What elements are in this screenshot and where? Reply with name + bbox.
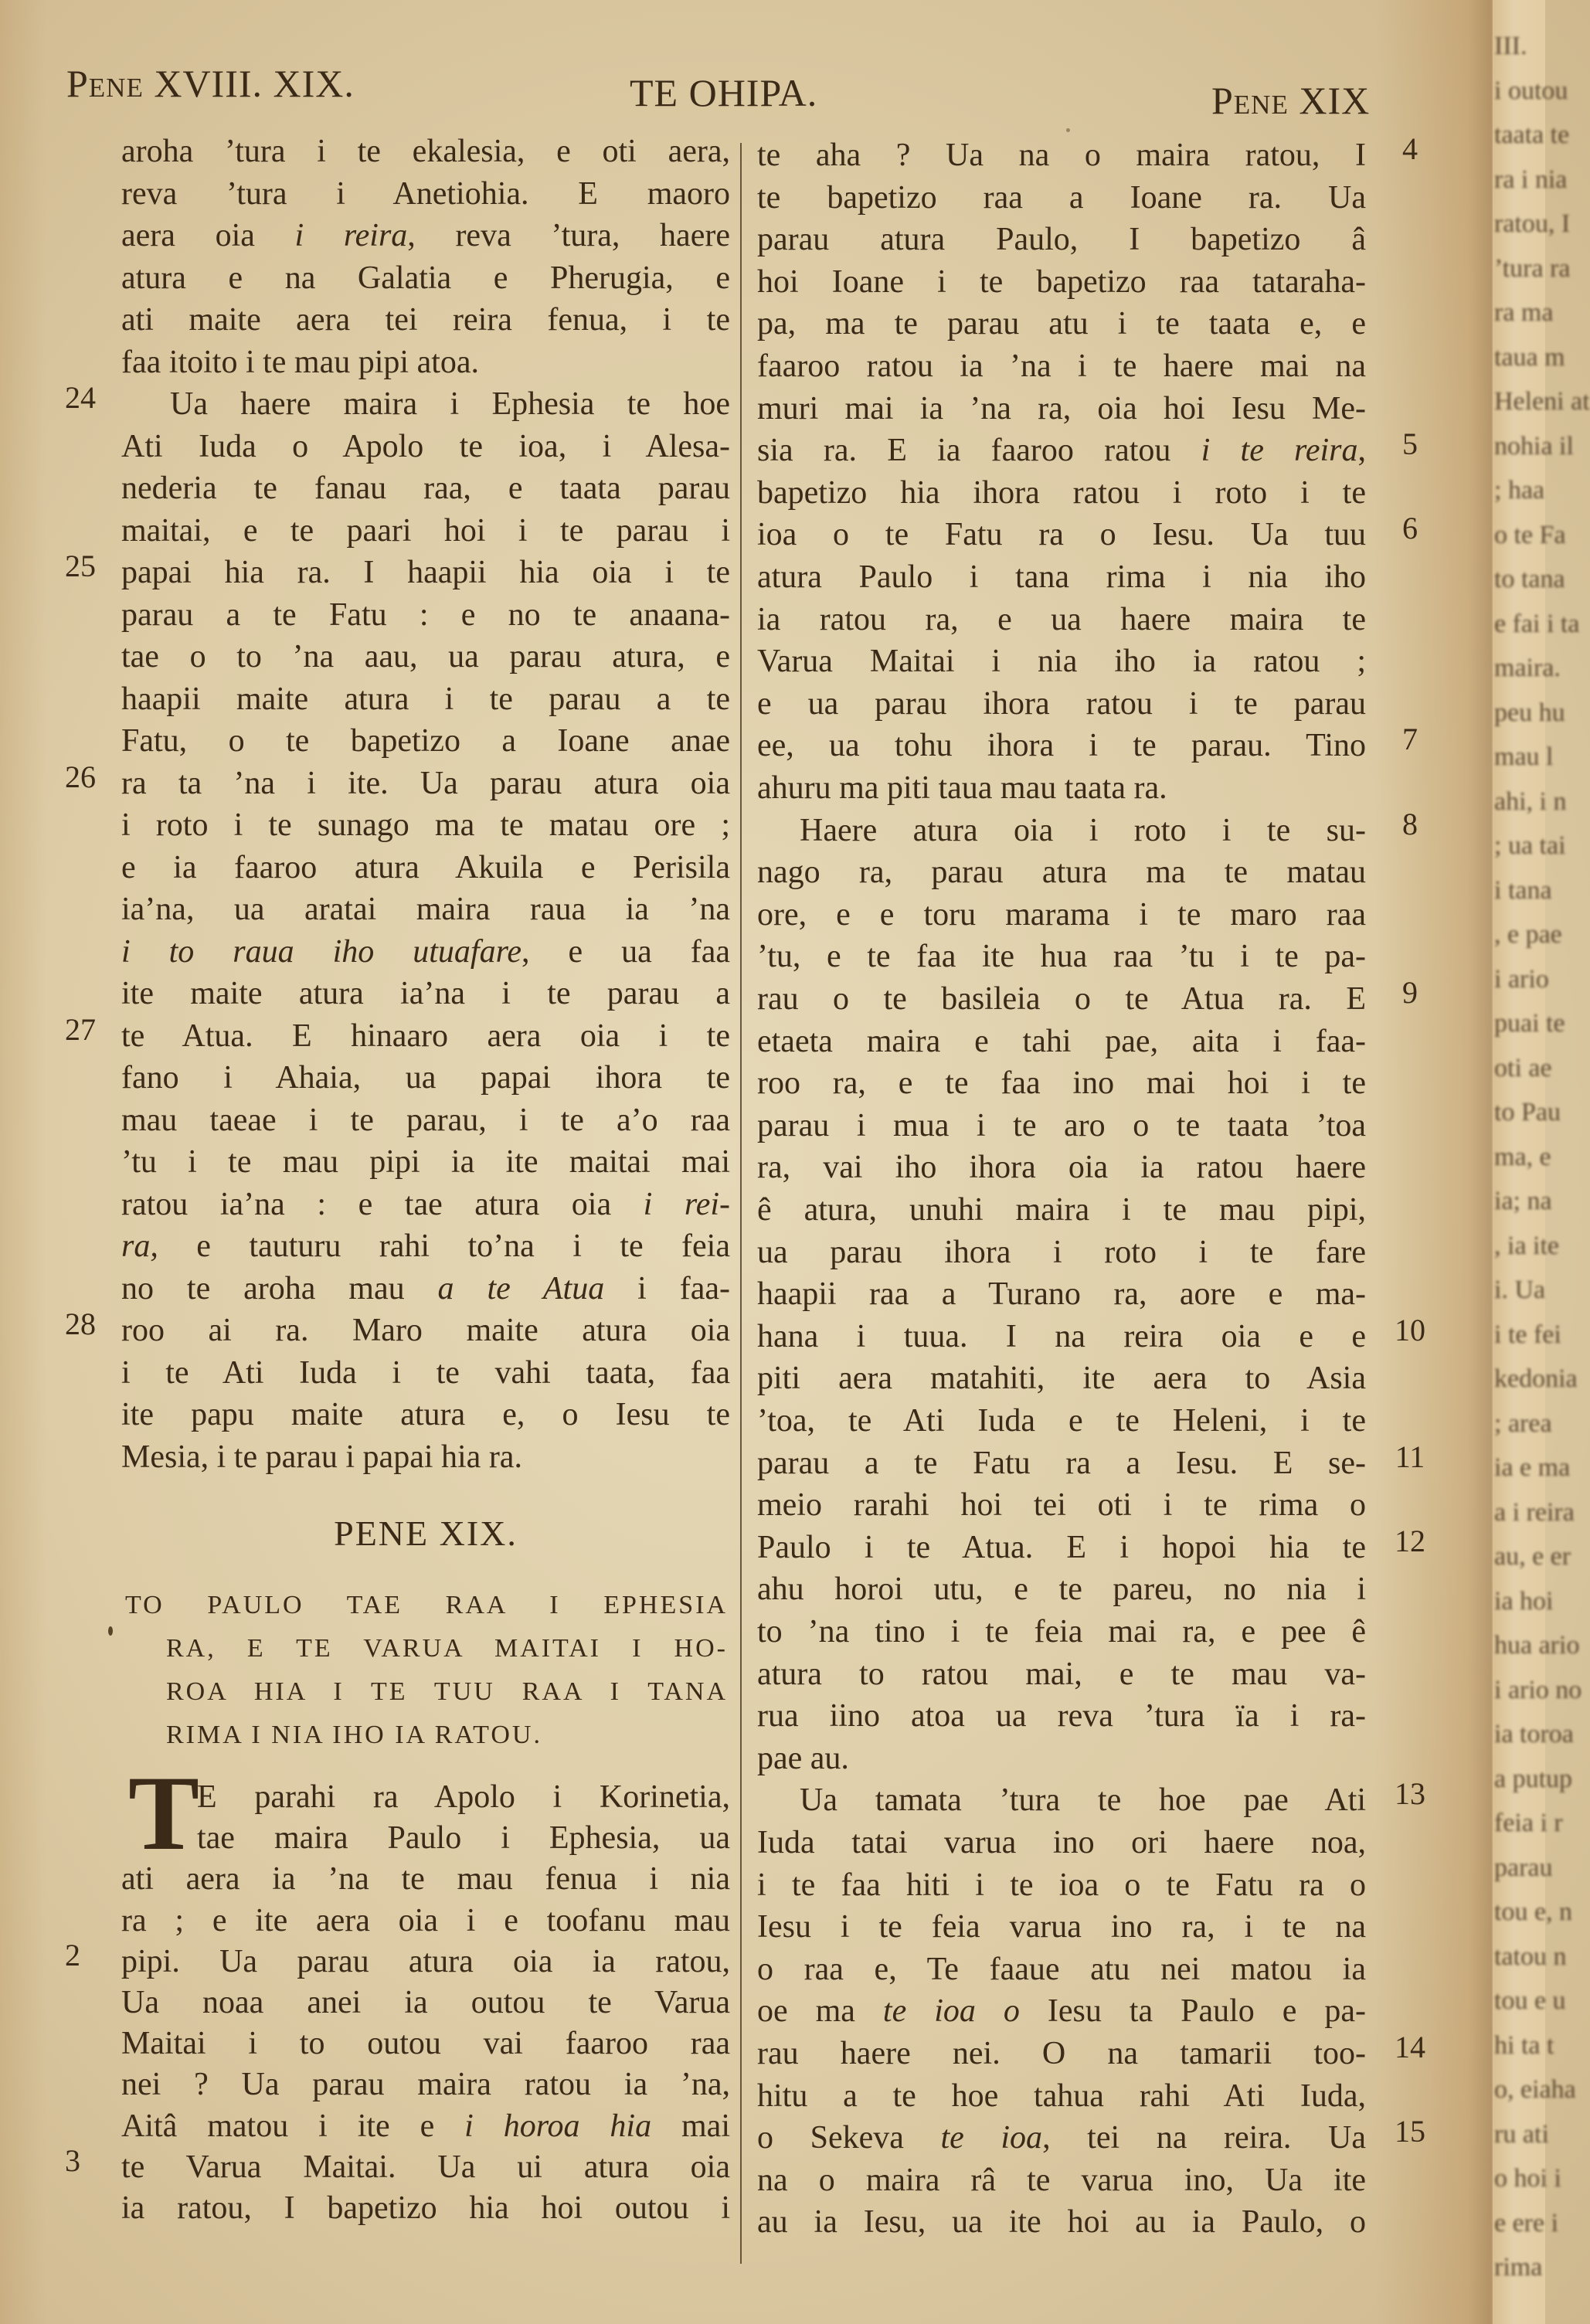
text-line: Ua noaa anei ia outou te Varua bbox=[121, 1985, 730, 2020]
text-line: pipi. Ua parau atura oia ia ratou, bbox=[121, 1943, 730, 1979]
chapter-heading: PENE XIX. bbox=[334, 1514, 518, 1553]
text-line: te aha ? Ua na o maira ratou, I bbox=[757, 138, 1366, 173]
next-page-fragment: ia toroa bbox=[1494, 1720, 1574, 1748]
text-line: pae au. bbox=[757, 1740, 849, 1776]
text-line: nederia te fanau raa, e taata parau bbox=[121, 471, 730, 506]
text-line: te Atua. E hinaaro aera oia i te bbox=[121, 1018, 730, 1054]
text-line: parau atura Paulo, I bapetizo â bbox=[757, 222, 1366, 258]
text-line: faa itoito i te mau pipi atoa. bbox=[121, 344, 480, 380]
text-line: parau i mua i te aro o te taata ’toa bbox=[757, 1107, 1366, 1143]
italic-text: i te reira bbox=[1201, 433, 1358, 469]
text-line: ia ratou, I bapetizo hia hoi outou i bbox=[121, 2190, 730, 2226]
next-page-fragment: ; area bbox=[1494, 1408, 1552, 1438]
next-page-fragment: hua ario bbox=[1494, 1631, 1580, 1660]
text-line: Aitâ matou i ite e i horoa hia mai bbox=[121, 2108, 730, 2144]
text-line: meio rarahi hoi tei oti i te rima o bbox=[757, 1487, 1366, 1524]
next-page-fragment: mau l bbox=[1494, 742, 1554, 771]
verse-number: 7 bbox=[1402, 722, 1418, 757]
next-page-fragment: e fai i ta bbox=[1494, 609, 1580, 638]
summary-line: RA, E TE VARUA MAITAI I HO- bbox=[166, 1634, 728, 1663]
next-page-fragment: o, eiaha bbox=[1494, 2075, 1576, 2104]
text-line: haapii maite atura i te parau a te bbox=[121, 681, 730, 717]
text-line: ’toa, te Ati Iuda e te Heleni, i te bbox=[757, 1403, 1366, 1439]
text-line: hana i tuua. I na reira oia e e bbox=[757, 1318, 1366, 1354]
next-page-fragment: a putup bbox=[1494, 1764, 1573, 1793]
text-line: Varua Maitai i nia iho ia ratou ; bbox=[757, 644, 1366, 680]
text-line: ite papu maite atura e, o Iesu te bbox=[121, 1397, 730, 1432]
next-page-fragment: puai te bbox=[1494, 1009, 1565, 1038]
next-page-fragment: i ario no bbox=[1494, 1675, 1582, 1704]
next-page-fragment: ; ua tai bbox=[1494, 831, 1566, 860]
text-line: roo ai ra. Maro maite atura oia bbox=[121, 1313, 730, 1348]
verse-number: 12 bbox=[1395, 1523, 1425, 1558]
next-page-fragment: kedonia bbox=[1494, 1364, 1578, 1393]
next-page-fragment: ; haa bbox=[1494, 476, 1545, 505]
next-page-fragment: tou e, n bbox=[1494, 1898, 1573, 1926]
text-line: reva ’tura i Anetiohia. E maoro bbox=[121, 175, 730, 212]
text-line: ratou ia’na : e tae atura oia i rei- bbox=[121, 1186, 730, 1222]
next-page-fragment: ’tura ra bbox=[1494, 253, 1571, 283]
verse-number: 27 bbox=[65, 1011, 96, 1047]
text-line: ê atura, unuhi maira i te mau pipi, bbox=[757, 1192, 1366, 1228]
text-line: ahuru ma piti taua mau taata ra. bbox=[757, 770, 1167, 806]
running-header-title: TE OHIPA. bbox=[630, 71, 818, 114]
text-line: ite maite atura ia’na i te parau a bbox=[121, 976, 730, 1011]
next-page-fragment: oti ae bbox=[1494, 1053, 1552, 1082]
verse-number: 14 bbox=[1395, 2030, 1425, 2064]
text-line: hitu a te hoe tahua rahi Ati Iuda, bbox=[757, 2078, 1366, 2114]
text-line: Haere atura oia i roto i te su- bbox=[800, 812, 1366, 848]
text-line: E parahi ra Apolo i Korinetia, bbox=[197, 1779, 730, 1815]
text-line: rau o te basileia o te Atua ra. E bbox=[757, 981, 1366, 1017]
next-page-fragment: ratou, I bbox=[1494, 209, 1571, 238]
next-page-edge bbox=[1493, 0, 1590, 2324]
next-page-fragment: to Pau bbox=[1494, 1098, 1561, 1126]
verse-number: 10 bbox=[1395, 1312, 1425, 1347]
text-line: Ua tamata ’tura te hoe pae Ati bbox=[800, 1782, 1366, 1819]
verse-number: 2 bbox=[65, 1937, 80, 1972]
drop-cap: T bbox=[128, 1754, 200, 1872]
text-line: ra, vai iho ihora oia ia ratou haere bbox=[757, 1150, 1366, 1186]
ink-speck bbox=[108, 1626, 113, 1636]
italic-text: te ioa o bbox=[882, 1993, 1020, 2030]
text-line: ia ratou ra, e ua haere maira te bbox=[757, 601, 1366, 637]
text-line: to ’na tino i te feia mai ra, e pee ê bbox=[757, 1614, 1366, 1650]
text-line: oe ma te ioa o Iesu ta Paulo e pa- bbox=[757, 1993, 1367, 2030]
next-page-fragment: i tana bbox=[1494, 875, 1552, 905]
next-page-fragment: i ario bbox=[1494, 964, 1549, 994]
verse-number: 5 bbox=[1402, 426, 1418, 462]
text-line: pa, ma te parau atu i te taata e, e bbox=[757, 306, 1366, 342]
next-page-fragment: rima bbox=[1494, 2253, 1543, 2282]
next-page-fragment: o hoi i bbox=[1494, 2164, 1561, 2193]
next-page-fragment: ra ma bbox=[1494, 298, 1554, 327]
next-page-fragment: ahi, i n bbox=[1494, 787, 1567, 816]
text-line: e ia faaroo atura Akuila e Perisila bbox=[121, 849, 730, 885]
text-line: tae maira Paulo i Ephesia, ua bbox=[197, 1820, 730, 1857]
verse-number: 15 bbox=[1395, 2114, 1425, 2149]
next-page-fragment: ra i nia bbox=[1494, 165, 1568, 194]
next-page-fragment: ru ati bbox=[1494, 2119, 1549, 2149]
verse-number: 4 bbox=[1402, 131, 1418, 166]
text-line: i roto i te sunago ma te matau ore ; bbox=[121, 807, 730, 843]
next-page-fragment: i. Ua bbox=[1494, 1276, 1546, 1304]
text-line: ati aera ia ’na te mau fenua i nia bbox=[121, 1861, 730, 1898]
verse-number: 24 bbox=[65, 380, 96, 415]
text-line: ’tu i te mau pipi ia ite maitai mai bbox=[121, 1144, 730, 1180]
text-line: aroha ’tura i te ekalesia, e oti aera, bbox=[121, 134, 730, 169]
text-line: ee, ua tohu ihora i te parau. Tino bbox=[757, 728, 1366, 764]
text-line: Iesu i te feia varua ino ra, i te na bbox=[757, 1909, 1366, 1945]
text-line: ra ; e ite aera oia i e toofanu mau bbox=[121, 1902, 730, 1938]
text-line: fano i Ahaia, ua papai ihora te bbox=[121, 1060, 730, 1096]
italic-text: i rei- bbox=[643, 1186, 730, 1222]
italic-text: a te Atua bbox=[437, 1270, 605, 1306]
verse-number: 26 bbox=[65, 759, 96, 794]
italic-text: ra, bbox=[121, 1228, 158, 1264]
next-page-fragment: ia e ma bbox=[1494, 1453, 1571, 1482]
text-line: parau a te Fatu : e no te anaana- bbox=[121, 596, 730, 633]
next-page-fragment: III. bbox=[1494, 32, 1527, 60]
text-line: roo ra, e te faa ino mai hoi i te bbox=[757, 1065, 1366, 1102]
text-line: Mesia, i te parau i papai hia ra. bbox=[121, 1439, 522, 1475]
next-page-fragment: feia i r bbox=[1494, 1809, 1563, 1837]
summary-line: ROA HIA I TE TUU RAA I TANA bbox=[166, 1677, 728, 1706]
text-line: piti aera matahiti, ite aera to Asia bbox=[757, 1361, 1366, 1397]
text-line: ’tu, e te faa ite hua raa ’tu i te pa- bbox=[757, 939, 1366, 975]
text-line: ioa o te Fatu ra o Iesu. Ua tuu bbox=[757, 517, 1366, 553]
text-line: Iuda tatai varua ino ori haere noa, bbox=[757, 1825, 1366, 1860]
text-line: Paulo i te Atua. E i hopoi hia te bbox=[757, 1529, 1366, 1565]
text-line: te bapetizo raa a Ioane ra. Ua bbox=[757, 179, 1366, 216]
text-line: au ia Iesu, ua ite hoi au ia Paulo, o bbox=[757, 2204, 1366, 2241]
next-page-fragment: parau bbox=[1494, 1853, 1553, 1882]
text-line: rua iino atoa ua reva ’tura ïa i ra- bbox=[757, 1698, 1366, 1735]
next-page-fragment: o te Fa bbox=[1494, 520, 1566, 549]
next-page-fragment: , ia ite bbox=[1494, 1231, 1560, 1260]
next-page-fragment: au, e er bbox=[1494, 1542, 1571, 1571]
verse-number: 25 bbox=[65, 549, 96, 583]
next-page-fragment: taua m bbox=[1494, 342, 1565, 372]
next-page-fragment: tatou n bbox=[1494, 1942, 1567, 1971]
text-line: i te faa hiti i te ioa o te Fatu ra o bbox=[757, 1867, 1366, 1903]
next-page-fragment: hi ta t bbox=[1494, 2030, 1554, 2060]
next-page-fragment: Heleni at bbox=[1494, 387, 1590, 416]
text-line: nago ra, parau atura ma te matau bbox=[757, 855, 1366, 891]
running-header-right: Pene XIX bbox=[1211, 79, 1371, 122]
text-line: atura e na Galatia e Pherugia, e bbox=[121, 260, 730, 296]
text-line: no te aroha mau a te Atua i faa- bbox=[121, 1270, 730, 1306]
text-line: maitai, e te paari hoi i te parau i bbox=[121, 512, 730, 549]
text-line: na o maira râ te varua ino, Ua ite bbox=[757, 2162, 1366, 2198]
text-line: tae o to ’na aau, ua parau atura, e bbox=[121, 639, 730, 674]
column-divider bbox=[740, 143, 742, 2264]
text-line: Fatu, o te bapetizo a Ioane anae bbox=[121, 723, 730, 759]
next-page-fragment: i te fei bbox=[1494, 1320, 1561, 1349]
italic-text: i to raua iho utuafare bbox=[121, 933, 522, 970]
text-line: i to raua iho utuafare, e ua faa bbox=[121, 933, 730, 970]
text-line: Ua haere maira i Ephesia te hoe bbox=[170, 386, 730, 422]
text-line: muri mai ia ’na ra, oia hoi Iesu Me- bbox=[757, 390, 1366, 426]
next-page-fragment: ma, e bbox=[1494, 1142, 1551, 1171]
text-line: te Varua Maitai. Ua ui atura oia bbox=[121, 2149, 730, 2185]
verse-number: 28 bbox=[65, 1306, 96, 1341]
next-page-fragment: i outou bbox=[1494, 76, 1568, 105]
text-line: aera oia i reira, reva ’tura, haere bbox=[121, 218, 730, 253]
next-page-fragment: peu hu bbox=[1494, 698, 1565, 727]
next-page-fragment: a i reira bbox=[1494, 1497, 1575, 1527]
text-line: papai hia ra. I haapii hia oia i te bbox=[121, 555, 730, 590]
text-line: etaeta maira e tahi pae, aita i faa- bbox=[757, 1023, 1366, 1059]
text-line: rau haere nei. O na tamarii too- bbox=[757, 2036, 1366, 2071]
text-line: o raa e, Te faaue atu nei matou ia bbox=[757, 1951, 1366, 1987]
text-line: hoi Ioane i te bapetizo raa tataraha- bbox=[757, 263, 1366, 300]
verse-number: 8 bbox=[1402, 806, 1418, 841]
ink-speck bbox=[1066, 128, 1070, 132]
text-line: e ua parau ihora ratou i te parau bbox=[757, 685, 1366, 722]
text-line: sia ra. E ia faaroo ratou i te reira, bbox=[757, 433, 1367, 469]
text-line: ore, e e toru marama i te maro raa bbox=[757, 896, 1366, 933]
italic-text: i horoa hia bbox=[464, 2108, 652, 2144]
next-page-fragment: e ere i bbox=[1494, 2208, 1559, 2237]
verse-number: 9 bbox=[1402, 975, 1418, 1010]
verse-number: 11 bbox=[1395, 1439, 1425, 1474]
next-page-fragment: to tana bbox=[1494, 565, 1565, 593]
text-line: parau a te Fatu ra a Iesu. E se- bbox=[757, 1445, 1366, 1481]
verse-number: 13 bbox=[1395, 1776, 1425, 1812]
text-line: o Sekeva te ioa, tei na reira. Ua bbox=[757, 2120, 1366, 2156]
text-line: Ati Iuda o Apolo te ioa, i Alesa- bbox=[121, 428, 730, 464]
text-line: ra ta ’na i ite. Ua parau atura oia bbox=[121, 765, 730, 801]
next-page-fragment: , e pae bbox=[1494, 920, 1562, 949]
summary-line: TO PAULO TAE RAA I EPHESIA bbox=[125, 1591, 728, 1619]
next-page-fragment: taata te bbox=[1494, 121, 1570, 149]
text-line: i te Ati Iuda i te vahi taata, faa bbox=[121, 1354, 730, 1391]
next-page-fragment: tou e u bbox=[1494, 1986, 1566, 2015]
text-line: nei ? Ua parau maira ratou ia ’na, bbox=[121, 2067, 730, 2103]
next-page-fragment: maira. bbox=[1494, 654, 1561, 682]
text-line: bapetizo hia ihora ratou i roto i te bbox=[757, 474, 1366, 511]
next-page-fragment: ia hoi bbox=[1494, 1586, 1554, 1616]
text-line: haapii raa a Turano ra, aore e ma- bbox=[757, 1276, 1366, 1313]
text-line: ra, e tauturu rahi to’na i te feia bbox=[121, 1228, 730, 1264]
verse-number: 3 bbox=[65, 2142, 80, 2178]
italic-text: i reira bbox=[294, 218, 408, 253]
next-page-fragment: nohia il bbox=[1494, 431, 1574, 460]
italic-text: te ioa bbox=[940, 2120, 1043, 2156]
text-line: atura to ratou mai, e te mau va- bbox=[757, 1656, 1366, 1692]
text-line: ahu horoi utu, e te pareu, no nia i bbox=[757, 1571, 1366, 1608]
text-line: atura Paulo i tana rima i nia iho bbox=[757, 559, 1366, 595]
text-line: ua parau ihora i roto i te fare bbox=[757, 1234, 1366, 1270]
next-page-fragment: ia; na bbox=[1494, 1187, 1552, 1215]
text-line: mau taeae i te parau, i te a’o raa bbox=[121, 1102, 730, 1138]
text-line: Maitai i to outou vai faaroo raa bbox=[121, 2026, 730, 2062]
running-header-left: Pene XVIII. XIX. bbox=[66, 62, 355, 105]
text-line: ati maite aera tei reira fenua, i te bbox=[121, 302, 730, 338]
summary-line: RIMA I NIA IHO IA RATOU. bbox=[166, 1721, 542, 1749]
verse-number: 6 bbox=[1402, 511, 1418, 546]
text-line: ia’na, ua aratai maira raua ia ’na bbox=[121, 892, 730, 927]
text-line: faaroo ratou ia ’na i te haere mai na bbox=[757, 348, 1366, 384]
